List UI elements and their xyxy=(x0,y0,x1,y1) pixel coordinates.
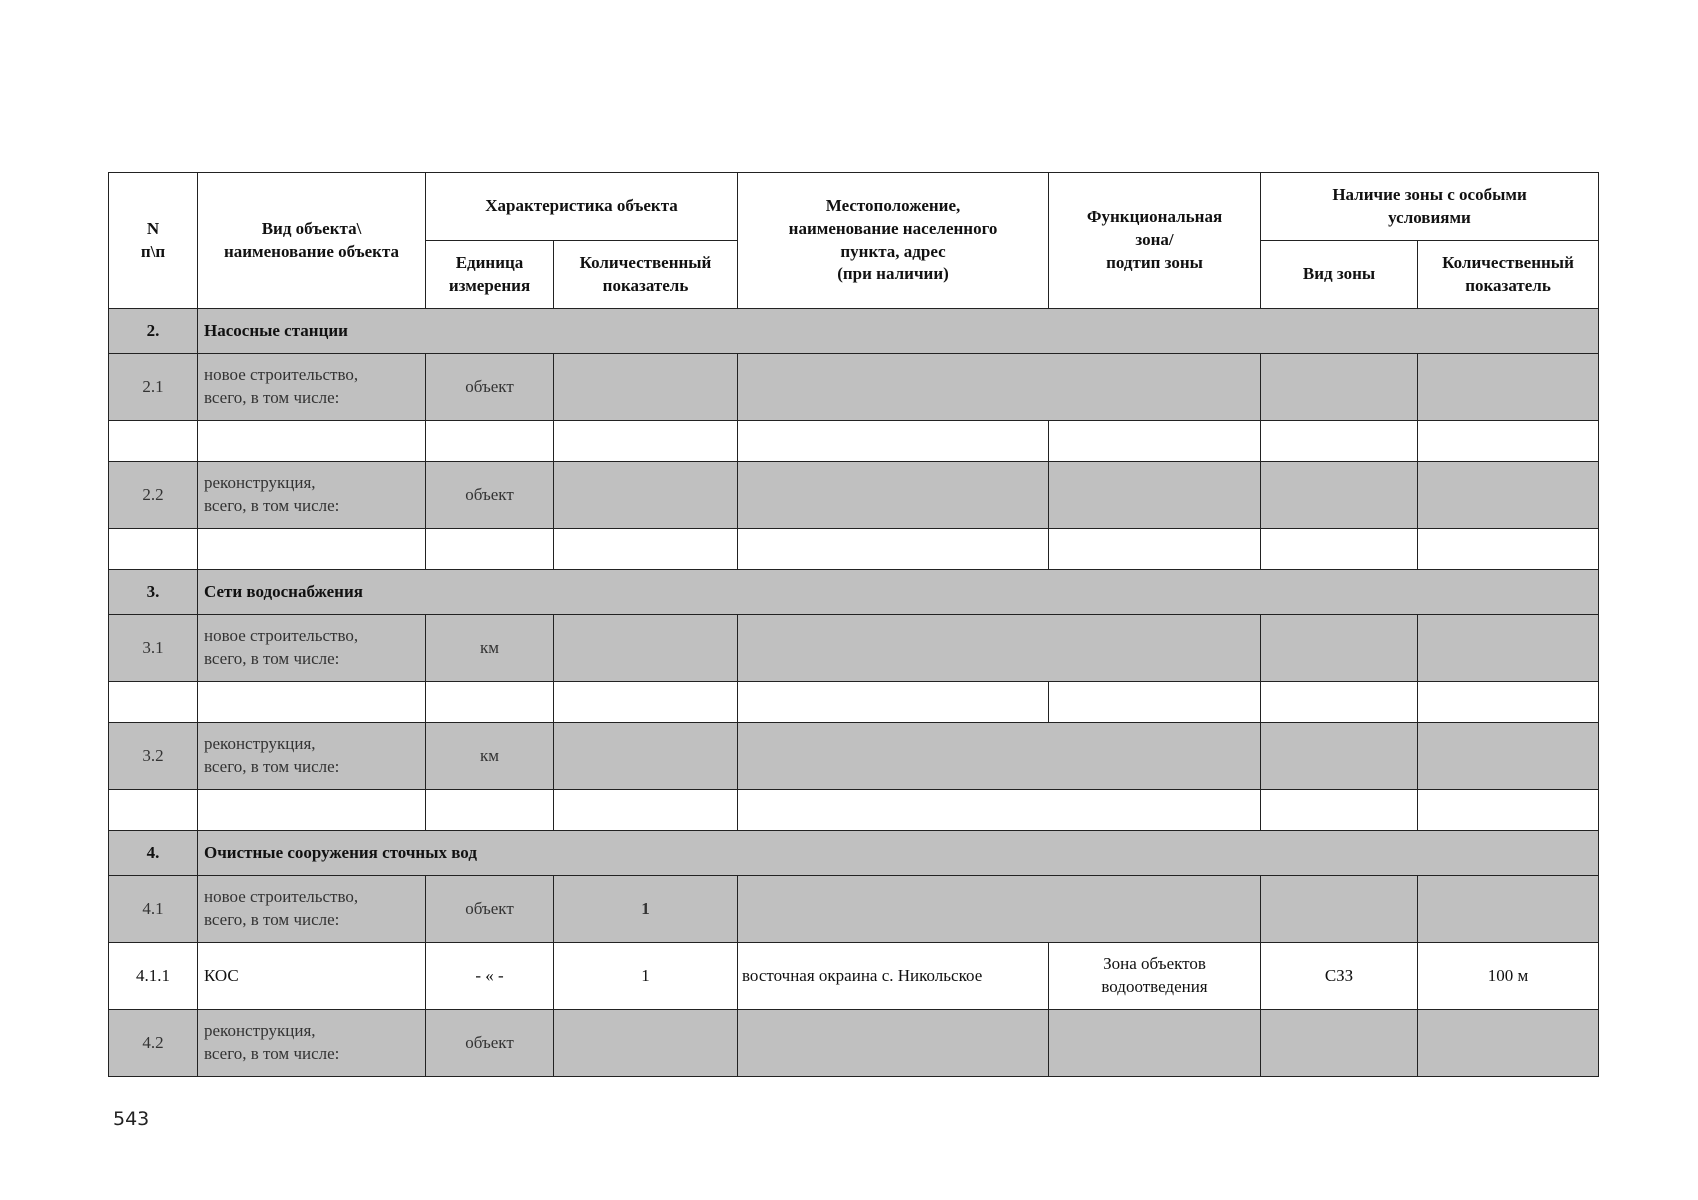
row-quantity xyxy=(554,723,738,790)
blank-row xyxy=(109,529,1599,570)
row-unit: объект xyxy=(426,354,554,421)
row-zone-quantity xyxy=(1418,462,1599,529)
header-location: Местоположение, наименование населенного пункта, адрес (при наличии) xyxy=(738,173,1049,309)
table-row xyxy=(109,876,1599,943)
row-zone-quantity xyxy=(1418,1010,1599,1077)
row-num: 4.1 xyxy=(109,876,198,943)
row-zone-type xyxy=(1261,723,1418,790)
row-name: новое строительство, всего, в том числе: xyxy=(198,615,426,682)
section-title: Очистные сооружения сточных вод xyxy=(198,831,1599,876)
blank-row xyxy=(109,421,1599,462)
table-row xyxy=(109,615,1599,682)
row-location: восточная окраина с. Никольское xyxy=(738,943,1049,1010)
row-zone-quantity: 100 м xyxy=(1418,943,1599,1010)
section-title: Насосные станции xyxy=(198,309,1599,354)
row-zone-type xyxy=(1261,1010,1418,1077)
row-unit: - « - xyxy=(426,943,554,1010)
header-object-type: Вид объекта\ наименование объекта xyxy=(198,173,426,309)
section-num: 2. xyxy=(109,309,198,354)
row-num: 3.2 xyxy=(109,723,198,790)
row-functional-zone: Зона объектов водоотведения xyxy=(1049,943,1261,1010)
table-header-row-1 xyxy=(109,173,1599,241)
row-name: реконструкция, всего, в том числе: xyxy=(198,462,426,529)
row-location xyxy=(738,723,1261,790)
row-unit: км xyxy=(426,615,554,682)
row-unit: объект xyxy=(426,462,554,529)
blank-row xyxy=(109,790,1599,831)
blank-row xyxy=(109,682,1599,723)
row-name: новое строительство, всего, в том числе: xyxy=(198,354,426,421)
row-num: 3.1 xyxy=(109,615,198,682)
table-row xyxy=(109,462,1599,529)
row-num: 4.2 xyxy=(109,1010,198,1077)
header-num: N п\п xyxy=(109,173,198,309)
row-name: новое строительство, всего, в том числе: xyxy=(198,876,426,943)
header-special-zone: Наличие зоны с особыми условиями xyxy=(1261,173,1599,241)
row-unit: объект xyxy=(426,876,554,943)
row-functional-zone xyxy=(1049,462,1261,529)
page-number: 543 xyxy=(113,1108,150,1130)
row-num: 4.1.1 xyxy=(109,943,198,1010)
row-location xyxy=(738,462,1049,529)
row-quantity xyxy=(554,462,738,529)
row-zone-type xyxy=(1261,615,1418,682)
row-zone-type xyxy=(1261,876,1418,943)
section-row xyxy=(109,309,1599,354)
header-functional-zone: Функциональная зона/ подтип зоны xyxy=(1049,173,1261,309)
row-location xyxy=(738,1010,1049,1077)
row-num: 2.1 xyxy=(109,354,198,421)
row-quantity xyxy=(554,1010,738,1077)
row-quantity xyxy=(554,354,738,421)
header-zone-type: Вид зоны xyxy=(1261,241,1418,309)
header-characteristics: Характеристика объекта xyxy=(426,173,738,241)
row-zone-quantity xyxy=(1418,876,1599,943)
row-zone-type: СЗЗ xyxy=(1261,943,1418,1010)
table-row xyxy=(109,1010,1599,1077)
row-functional-zone xyxy=(1049,1010,1261,1077)
row-quantity: 1 xyxy=(554,943,738,1010)
row-num: 2.2 xyxy=(109,462,198,529)
section-title: Сети водоснабжения xyxy=(198,570,1599,615)
section-row xyxy=(109,831,1599,876)
row-unit: объект xyxy=(426,1010,554,1077)
table-row xyxy=(109,354,1599,421)
section-num: 3. xyxy=(109,570,198,615)
row-unit: км xyxy=(426,723,554,790)
section-num: 4. xyxy=(109,831,198,876)
row-zone-type xyxy=(1261,462,1418,529)
row-location xyxy=(738,615,1261,682)
row-zone-quantity xyxy=(1418,615,1599,682)
row-name: КОС xyxy=(198,943,426,1010)
table-row xyxy=(109,943,1599,1010)
row-quantity: 1 xyxy=(554,876,738,943)
row-location xyxy=(738,876,1261,943)
row-name: реконструкция, всего, в том числе: xyxy=(198,723,426,790)
row-name: реконструкция, всего, в том числе: xyxy=(198,1010,426,1077)
row-location xyxy=(738,354,1261,421)
header-unit: Единица измерения xyxy=(426,241,554,309)
table-row xyxy=(109,723,1599,790)
planning-objects-table xyxy=(108,172,1599,1077)
section-row xyxy=(109,570,1599,615)
row-zone-quantity xyxy=(1418,723,1599,790)
header-zone-quantity: Количественный показатель xyxy=(1418,241,1599,309)
row-zone-quantity xyxy=(1418,354,1599,421)
row-quantity xyxy=(554,615,738,682)
header-quantity: Количественный показатель xyxy=(554,241,738,309)
row-zone-type xyxy=(1261,354,1418,421)
